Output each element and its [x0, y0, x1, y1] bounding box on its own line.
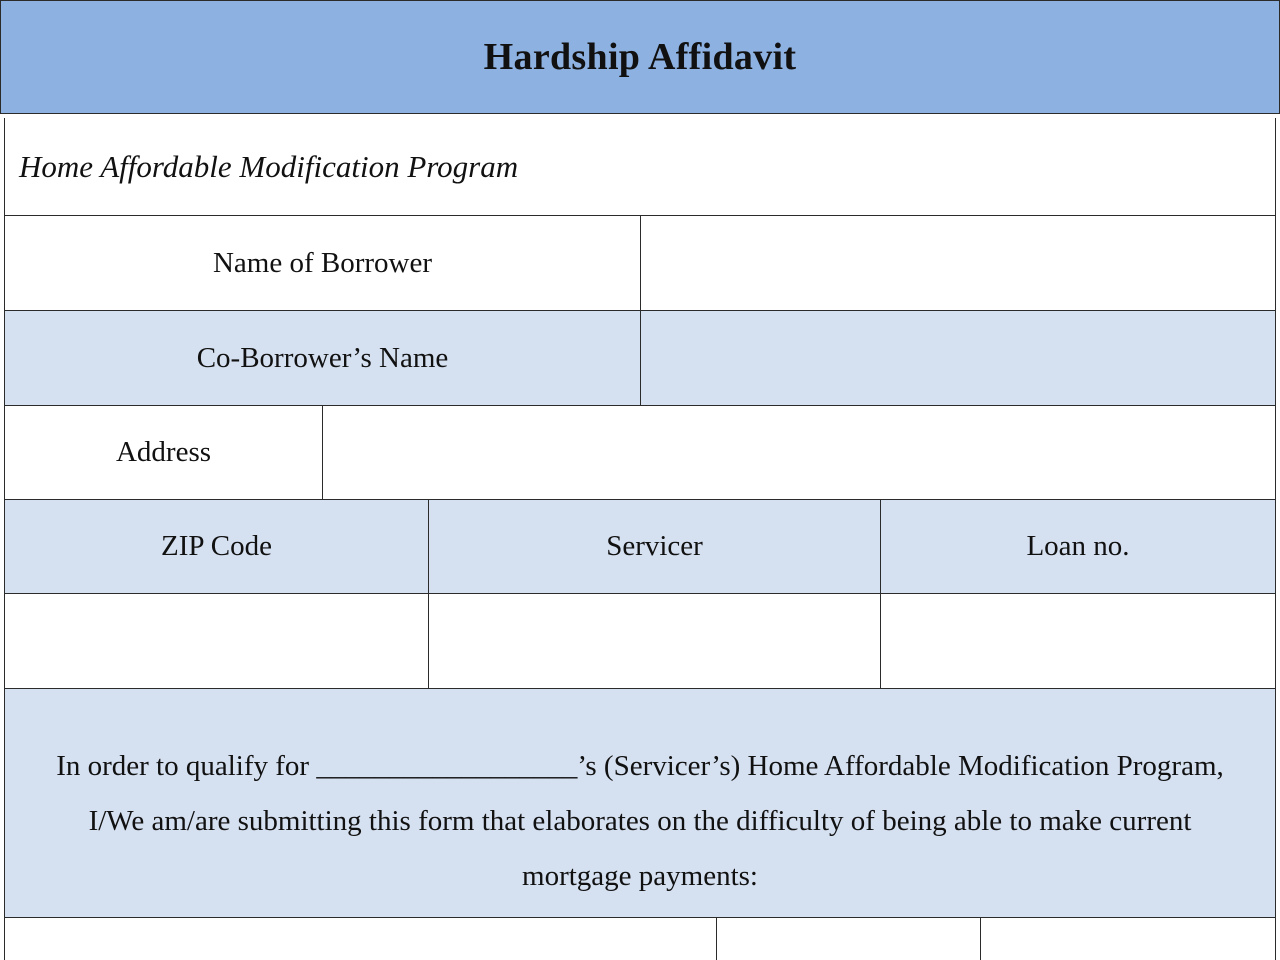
borrower-name-label-cell: [4, 216, 641, 311]
address-row: [4, 406, 1276, 500]
loan-number-field[interactable]: [880, 594, 1276, 689]
zip-code-header-cell: [4, 500, 429, 594]
borrower-name-label: Name of Borrower: [212, 246, 433, 279]
hardship-statement-text: In order to qualify for __________________’s (Servicer’s) Home Affordable Modification Program, I/We am/are submitting this form that elaborates on the difficulty of being able to make current mortgage payments:: [56, 749, 1224, 892]
address-field[interactable]: [322, 406, 1276, 500]
loan-info-value-row: [4, 594, 1276, 689]
coborrower-name-label: Co-Borrower’s Name: [196, 341, 449, 374]
hardship-option-cell-1[interactable]: [716, 918, 981, 960]
coborrower-name-row: [4, 311, 1276, 406]
zip-code-label: ZIP Code: [161, 530, 272, 562]
loan-number-label: Loan no.: [1026, 530, 1130, 562]
servicer-label: Servicer: [606, 530, 703, 562]
address-label: Address: [115, 436, 212, 468]
coborrower-name-field[interactable]: [640, 311, 1276, 406]
address-label-cell: [4, 406, 323, 500]
hardship-reason-cell[interactable]: [4, 918, 717, 960]
loan-info-header-row: [4, 500, 1276, 594]
hardship-statement-cell: [4, 689, 1276, 918]
hardship-reasons-row: [4, 918, 1276, 960]
zip-code-field[interactable]: [4, 594, 429, 689]
borrower-name-field[interactable]: [640, 216, 1276, 311]
borrower-name-row: [4, 216, 1276, 311]
loan-number-header-cell: [880, 500, 1276, 594]
form-title: Hardship Affidavit: [483, 36, 797, 78]
hardship-statement-row: [4, 689, 1276, 918]
program-subtitle-row: [4, 118, 1276, 216]
servicer-field[interactable]: [428, 594, 881, 689]
program-subtitle: Home Affordable Modification Program: [19, 148, 519, 184]
coborrower-name-label-cell: [4, 311, 641, 406]
hardship-option-cell-2[interactable]: [980, 918, 1276, 960]
servicer-header-cell: [428, 500, 881, 594]
form-title-bar: [0, 0, 1280, 114]
